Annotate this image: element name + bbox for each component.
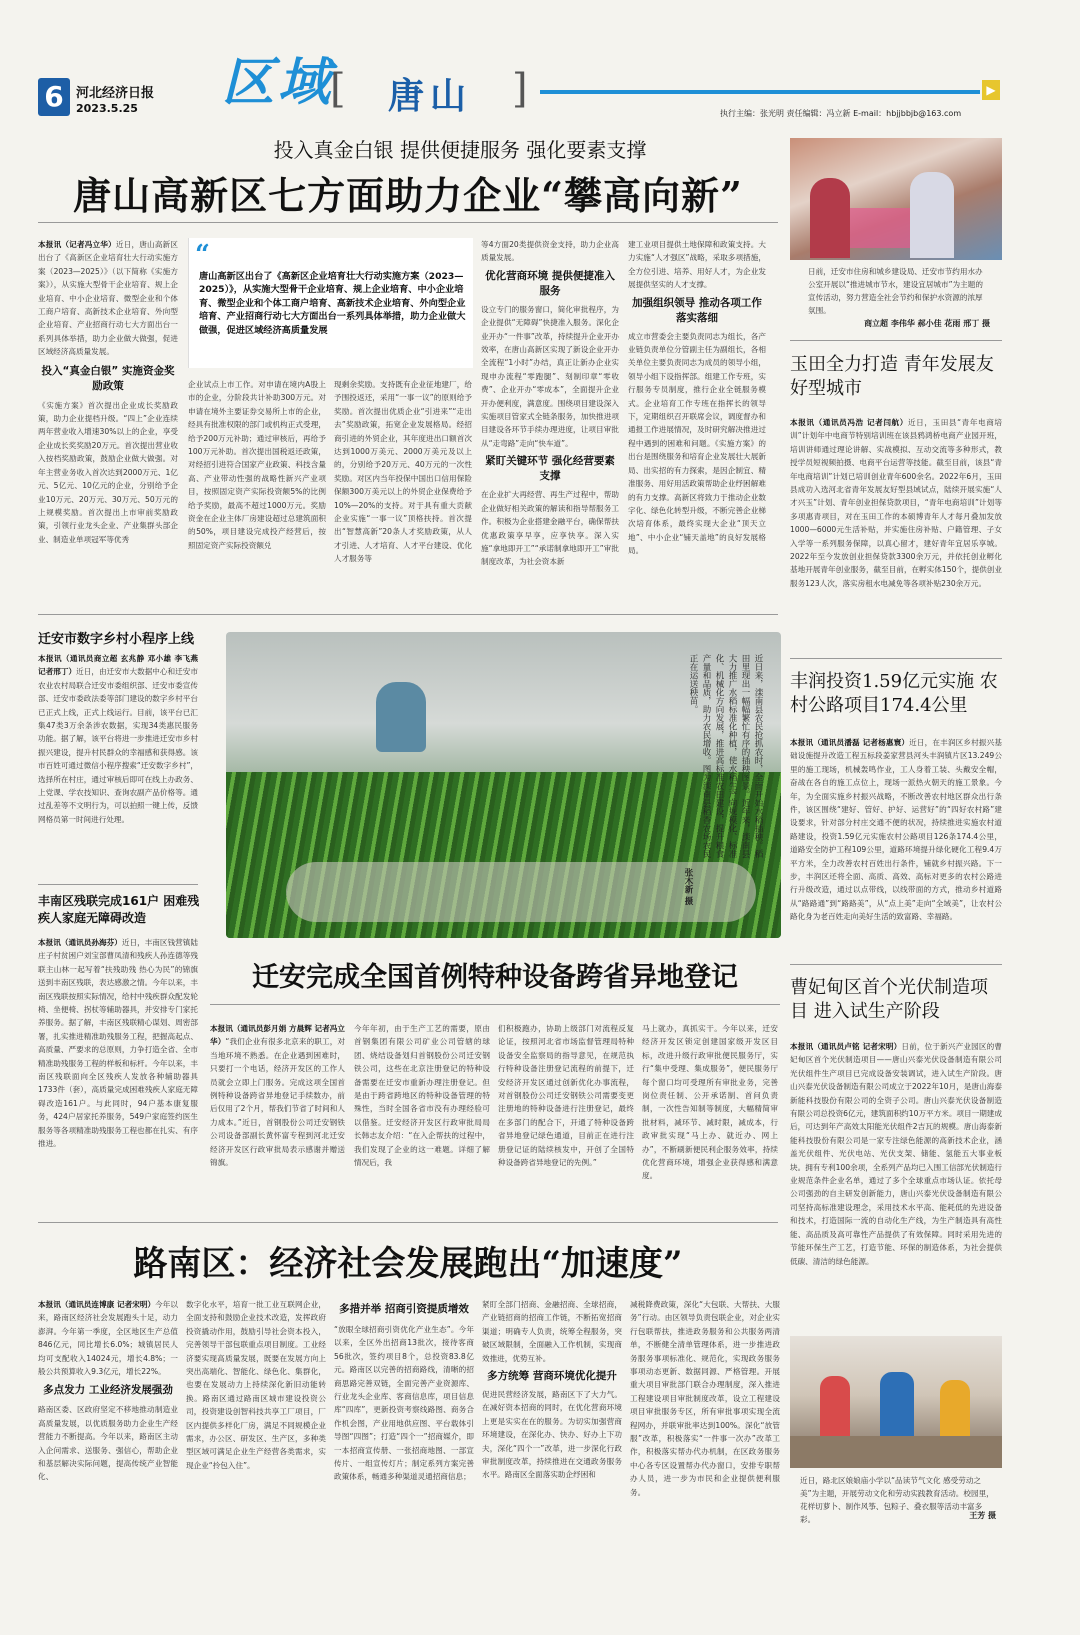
main-col-1: 本报讯（记者冯立华）近日，唐山高新区出台了《高新区企业培育壮大行动实施方案（2023—2025）》（以下简称《实施方案》），从实施大型骨干企业培育、规上企业培育、中小企业培育、微型企业和个体工商户培育、高新技术企业培育、外向型企业培育、产业招商行动七大方面出台一系列具体举措，助力企业做大做强，促进区域经济高质量发展。 投入“真金白银” 实施资金奖励政策 《实施方案》首次提出企业成长奖励政策，助力企业提档升级。“四上”企业连续两年营业收入增速30%以上的企业，享受企业成长奖奖励20万元。首次提出营业收入按档奖励政策，鼓励企业做大做强。对年主营业务收入首次达到2000万元、1亿元、5亿元、10亿元的企业，分别给予企业10万元、20万元、30万元、50万元的上规模奖励。首次提出上市审前奖励政策，引领行业龙头企业、产业集群头部企业、制造业单项冠军等优秀 <box>38 240 178 544</box>
fengnan-body: 本报讯（通讯员孙海芬）近日，丰南区钱营镇陆庄子村贫困户刘宝部曹凤清和残疾人孙连德等残联主山林一起写着“扶残助残 热心为民”的锦旗送到丰南区残联，表达感激之情。今年以来，丰南区残联按照实际情况，给村中残疾群众配发轮椅、坐便椅、拐杖等辅助器具，并安排专门家托养服务。据了解，丰南区残联精心谋划、周密部署，扎实推进精准助残服务工程，把握高起点、高质量、严要求的总原则，力争打造全省、全市精准助残服务工程的样板和标杆。今年以来，丰南区残联面向全区残疾人发放各种辅助器具1733件（套），高质量完成困难残疾人家庭无障碍改造161户。与此同时，94户基本康复服务，424户居家托养服务，549户家庭签约医生服务等各项精准助残服务工程也都在扎实、有序推进。 <box>38 938 198 1149</box>
left-divider-1 <box>38 614 778 615</box>
lunan-col-5: 减税降费政策，深化“大包联、大帮扶、大服务”行动。由区领导负责包联企业，对企业实行包联帮扶，推进政务服务和公共服务两清单，不断健全清单管理体系，进一步推进政务服务事项标准化、规范化，实现政务服务事项动态更新、数据同源、严格管理。开展重大项目审批部门联合办理制度，深入推进工程建设项目审批制度改革，设立工程建设项目审批服务专区，所有审批事项实现全流程网办，并联审批率达到100%。深化“放管服”改革，积极落实“一件事一次办”改革工作，积极落实帮办代办机制，在区政务服务中心各专区设置帮办代办窗口，安排专职帮办人员，进一步为市民和企业提供便利服务。 <box>630 1300 780 1497</box>
section-title: 区域 <box>222 52 335 113</box>
main-col-5: 建工业项目提供土地保障和政策支持。大力实施“人才强区”战略，采取多项措施，全方位引进、培养、用好人才，为企业发展提供坚实的人才支撑。 加强组织领导 推动各项工作落实落细 成立市营委会主要负责同志为组长，各产业链负责单位分管副主任为副组长，各相关单位主要负责同志为成员的领导小组，领导小组下设指挥部。组建工作专班，实行服务专员制度，推行企业全链服务模式。企业培育工作专班在指挥长的领导下，定期组织召开联席会议，调度督办和通报工作进展情况，及时研究解决推进过程中遇到的困难和问题。《实施方案》的出台是围绕服务和培育企业发展壮大展新局、出实招的有力探索，是因企制宜、精准服务、用好用活政策帮助企业纾困解难的有力支撑。高新区将致力于推动企业数字化、绿色化转型升级，不断完善企业梯次培育体系，最终实现大企业“顶天立地”、中小企业“铺天盖地”的良好发展格局。 <box>628 240 766 556</box>
lunan-col-4: 紧盯全部门招商、金融招商、全球招商，产业链招商的招商工作链，不断拓宽招商渠道；明确专人负责，统筹全程服务，突破区域限制，全面融入工作机制，实现商效推进，优势互补。 多方统筹 营商环境优化提升 促进民营经济发展，路南区下了大力气。在减好资本招商的同时，在优化营商环境上更是实实在在的服务。为切实加强营商环境建设，在深化办、快办、好办上下功夫，深化“四个一”改革，进一步深化行政审批制度改革，持续推进在交通政务服务水平。路南区全面落实助企纾困和 <box>482 1300 622 1480</box>
photo1-caption: 日前，迁安市住房和城乡建设局、迁安市节约用水办公室开展以“推进城市节水，建设宜居城市”为主题的宣传活动，努力营造全社会节约和保护水资源的浓厚氛围。 <box>808 267 983 315</box>
fengrun-headline: 丰润投资1.59亿元实施 农村公路项目174.4公里 <box>790 671 998 716</box>
fengnan-headline: 丰南区残联完成161户 困难残疾人家庭无障碍改造 <box>38 894 200 925</box>
lunan-col-3: 多措并举 招商引资提质增效 “放眼全球招商引资优化产业生态”。今年以来，全区外出招商13批次，接待客商56批次，签约项目8个，总投资83.8亿元。路南区以完善的招商路线，清晰的招商思路完善双链，全面完善产业资源库、行业龙头企业库、客商信息库，项目信息库“四库”，更新投资考察线路图、商务合作机会图，产业用地供应图、平台载体引导图“四图”；打造“四个一”招商媒介，即一本招商宣传册、一张招商地图、一部宣传片、一组宣传灯片；制定系列方案完善政策体系，畅通多种渠道灵通招商信息； <box>334 1303 474 1482</box>
bracket-right-icon: ] <box>512 66 528 112</box>
main-col-4: 等4方面20类提供资金支持，助力企业高质量发展。 优化营商环境 提供便捷准入服务 设立专门的服务窗口，简化审批程序，为企业提供“无障碍”快捷准入服务。深化企业开办“一件事”改革，持续提升企业开办效率，在唐山高新区实现了新设企业开办全流程“1小时”办结，真正让新办企业实现申办流程“零跑腿”、刻制印章“零收费”、企业开办“零成本”，全面提升企业开办便利度，满意度。围绕项目建设深入实施项目管家式全链条服务，加快推进项目建设各环节手续办理进度，让项目审批从“走弯路”走向“快车道”。 紧盯关键环节 强化经营要素支撑 在企业扩大再经营、再生产过程中，帮助企业做好相关政策的解读和指导帮服务工作。积极为企业搭建金融平台，确保帮扶优惠政策享早享，应享快享。深入实施“拿地即开工”“承诺制拿地即开工”审批制度改革，为社会资本新 <box>481 240 619 567</box>
right-divider-3 <box>790 964 1002 965</box>
main-headline: 唐山高新区七方面助力企业“攀高向新” <box>73 173 743 218</box>
tezhong-divider <box>210 1004 780 1005</box>
lunan-col-1: 本报讯（通讯员连博康 记者宋明）今年以来，路南区经济社会发展跑头十足，动力澎湃。今年第一季度，全区地区生产总值846亿元，同比增长6.0%；城镇居民人均可支配收入14024元，增长4.8%；一般公共预算收入9.3亿元，增长22%。 多点发力 工业经济发展强劲 路南区委、区政府坚定不移地推动制造业高质量发展，以优质服务助力企业生产经营能力不断提高。今年以来，路南区主动入企问需求、送服务、强信心，帮助企业和基层解决实际问题，提高传统产业智能化、 <box>38 1300 178 1482</box>
qianan-body: 本报讯（通讯员商立超 玄兆静 邓小雄 李飞燕 记者邢丁）近日，由迁安市大数据中心和迁安市农业农村局联合迁安市委组织部、迁安市委宣传部、迁安市委政法委等部门建设的数字乡村平台已正式上线，正式上线运行。目前，该平台已汇集47类3万余条涉农数据，实现34类惠民服务功能。据了解，该平台将进一步推进迁安市乡村振兴建设，提升村民群众的幸福感和获得感。该市百姓可通过微信小程序搜索“迁安数字乡村”，选择所在村庄，通过审核后即可在线上办政务、上党课、学农技知识、查询农副产品价格等。通过乱差等不文明行为，可以拍照一键上传，反馈网格员第一时间进行处理。 <box>38 654 198 824</box>
lunan-col-2: 数字化水平，培育一批工业互联网企业，全面支持和鼓励企业技术改造，发挥政府投资撬动作用，鼓励引导社会资本投入，完善领导干部包联重点项目制度。工业经济要实现高质量发展，既要在发展方向上突出高端化、智能化、绿色化、集群化，也要在发展动力上持续深化新旧动能转换。路南区通过路南区城市建设投资公司，投资建设创智科技共享工厂项目，厂区内提供多样化厂房，满足不同规模企业需求，办公区、研发区、生产区，多种类型区域可满足企业生产经营各类需求，实现企业“拎包入住”。 <box>186 1300 326 1470</box>
tezhong-col-1: 本报讯（通讯员彭月娟 方晨辉 记者冯立华）“我们企业有很多北京来的职工，对当地环境不熟悉。在企业遇到困难时，只要打一个电话，经济开发区的工作人员就会立即上门服务。完成这项全国首例特种设备跨省异地登记手续数办，前后仅用了2个月，帮我们节省了时间和人力成本。”近日，首钢股份公司迁安钢铁公司设备部副长黄怀富专程到河北迁安经济开发区行政审批局表示感谢并赠送锦旗。 <box>210 1024 345 1168</box>
header-rule <box>540 90 980 94</box>
paper-name: 河北经济日报 <box>76 86 155 101</box>
right-divider-1 <box>790 340 1002 341</box>
tezhong-col-3: 们积极跑办，协助上级部门对流程反复论证，按照河北省市场监督管理局特种设备安全监察局的指导意见，在规范执行特种设备注册登记流程的前提下，迁安经济开发区通过创新优化办事流程，对首钢股份公司迁安钢铁公司需要变更注册地的特种设备进行注册登记，最终在多部门的配合下，开通了特种设备跨省异地登记绿色通道，目前正在进行注册登记证的陆续核发中，开创了全国特种设备跨省异地登记的先例。” <box>498 1024 634 1168</box>
region-label: 唐山 <box>388 76 473 117</box>
main-col-3: 现剩余奖励。支持既有企业征地建厂，给予围投返还，采用“一事一议”的原则给予奖励。首次提出优质企业“引进来”“走出去”奖励政策，拓宽企业发展格局。经招商引进的外贸企业，其年度进出口额首次达到1000万美元、2000万美元及以上的，分别给予20万元、40万元的一次性奖励。对区内当年投保中国出口信用保险保额300万美元以上的外贸企业保费给予10%—20%的支持。对于具有重大贡献企业实施“一事一议”顶格扶持。首次提出“智慧高新”20条人才奖励政策，从人才引进、人才培育、人才平台建设、优化人才服务等 <box>334 380 472 564</box>
arrow-right-icon: ▶ <box>982 80 1000 100</box>
yutian-headline: 玉田全力打造 青年发展友好型城市 <box>790 354 994 399</box>
tezhong-col-2: 今年年初，由于生产工艺的需要，原由首钢集团有限公司矿业公司管辖的球团、烧结设备划归首钢股份公司迁安钢铁公司，这些在北京注册登记的特种设备需要在迁安市重新办理注册登记。但是由于跨省跨地区的特种设备管理的特殊性，当时全国各省市没有办理经验可以借鉴。迁安经济开发区行政审批局局长韩志友介绍：“在入企帮扶的过程中，我们发现了企业的这一难题。详细了解情况后，我 <box>354 1024 490 1168</box>
photo2-credit: 张木新 摄 <box>683 868 693 905</box>
quote-box <box>188 238 473 368</box>
lunan-divider <box>38 1222 778 1223</box>
photo1-credit: 商立超 李伟华 郝小佳 花雨 邢丁 摄 <box>864 319 990 328</box>
issue-date: 2023.5.25 <box>76 102 138 115</box>
main-col-2: 企业试点上市工作。对申请在境内A股上市的企业，分阶段共计补助300万元。对申请在境外主要证券交易所上市的企业，经具有批准权限的部门或机构正式受理，给予200万元补助；通过审核后，再给予100万元补助。首次提出国税返还政策，对经招引进符合国家产业政策、科技含量高、产业带动性强的战略性新兴产业项目，按照固定资产实际投资额5%的比例给予奖励，最高不超过1000万元。奖励资金在企业主体厂房建设超过总建筑面积的50%，项目建设完成投产经营后，按照固定资产实际投资额兑 <box>188 380 326 550</box>
page-number-badge: 6 <box>38 78 70 116</box>
tezhong-headline: 迁安完成全国首例特种设备跨省异地登记 <box>252 962 738 993</box>
photo-school-labor <box>790 1336 1002 1468</box>
photo2-caption: 近日来，滦南县农民抢抓农时，全面开始水稻插秧。稻田里现出一幅幅繁忙有序的插秧图景。近年来，滦南县大力推广水稻标准化种植，使水稻生产向规模化、标准化、机械化方向发展，推进高标准农田建设，提升粮食产量和品质，助力农民增收。图为滦南县稻香农场农民正在运送秧苗。 <box>688 654 763 858</box>
photo3-credit: 王芳 摄 <box>969 1511 996 1520</box>
fengrun-body: 本报讯（通讯员潘磊 记者杨惠寰）近日，在丰润区乡村振兴基础设施提升改造工程五标段姜家营县河头丰润镇片区13.249公里的施工现场，机械轰鸣作业，工人身着工装、头戴安全帽，奋战在各自的施工点位上，现场一派热火朝天的施工景象。今年，为全面实施乡村振兴战略，不断改善农村地区群众出行条件，该区围绕“建好、管好、护好、运营好”的“四好农村路”建设要求，针对部分村庄交通不便的状况，持续推进实施农村道路建设，投资1.59亿元实施农村公路项目126条174.4公里，道路安全防护工程109公里，道路环境提升绿化硬化工程9.4万平方米，全力改善农村百姓出行条件，铺就乡村振兴路。下一步，丰润区还将全面、高质、高效、高标对更多的农村公路进行升级改造，通过以点带线，以线带面的方式，推动乡村道路从“路路通”到“路路美”，从“点上美”走向“全域美”，让农村公路化身为老百姓走向美好生活的致富路、幸福路。 <box>790 738 1002 922</box>
yutian-body: 本报讯（通讯员冯浩 记者闫航）近日，玉田县“青年电商培训”计划年中电商节特别培训班在该县鸦鸿桥电商产业园开班，培训讲师通过理论讲解、实战模拟、互动交流等多种形式，教授学员短视频拍摄、电商平台运营等技能。截至目前，该县“青年电商培训”计划已培训创业青年600余名。2022年6月，玉田县成功入选河北省青年发展友好型县域试点，陆续开展实施“人才兴玉”计划、青年创业担保贷款项目，“青年电商培训”计划等多项惠青项目，对在玉田工作的本硕博青年人才每月叠加发放1000—6000元生活补贴，并实施住房补贴、户籍管理、子女入学等一系列服务保障，以真心留才，建好青年宜居乐享城。2022年至今发放创业担保贷款3300余万元，并依托创业孵化基地开展青年创业服务，截至目前，在孵实体150个，提供创业服务123人次，落实房租水电减免等各项补贴230余万元。 <box>790 418 1002 588</box>
caofei-body: 本报讯（通讯员卢铭 记者宋明）日前，位于新兴产业园区的曹妃甸区首个光伏制造项目——唐山兴泰光伏设备制造有限公司光伏组件生产项目已完成设备安装调试，进入试生产阶段。唐山兴泰光伏设备制造有限公司成立于2022年10月，是唐山海泰新能科技股份有限公司的全资子公司。唐山兴泰光伏设备制造有限公司总投资6亿元，建筑面积约10万平方米。项目一期建成后，可达到年产高效太阳能光伏组件2吉瓦的规模。唐山海泰新能科技股份有限公司是一家专注绿色能源的高新技术企业，涵盖光伏组件、光伏电站、光伏支架、储能、氢能五大事业板块。拥有专利100余项，全系列产品均已入围工信部光伏制造行业规范条件企业名单，通过了多个全球重点市场认证。依托母公司强劲的自主研发创新能力，唐山兴泰光伏设备制造有限公司坚持高标准建设理念，采用技术水平高、能耗低的先进设备和技术，打造国际一流的自动化生产线，为生产制造具有高性能、高品质及高可靠性产品提供了有效保障。同时采用先进的节能环保生产工艺，打造节能、环保的制造体系，为社会提供低碳、清洁的绿色能源。 <box>790 1042 1002 1266</box>
caofei-headline: 曹妃甸区首个光伏制造项目 进入试生产阶段 <box>790 977 988 1022</box>
photo3-caption: 近日，路北区娘娘庙小学以“品读节气文化 感受劳动之美”为主题，开展劳动文化和劳动实践教育活动。校园里，花样切萝卜、制作风筝、包粽子、叠衣服等活动丰富多彩。 <box>800 1476 994 1524</box>
main-divider <box>38 222 778 223</box>
editor-credits: 执行主编：张光明 责任编辑：冯立新 E-mail：hbjjbbjb@163.com <box>720 109 962 118</box>
tezhong-col-4: 马上就办，真抓实干。今年以来，迁安经济开发区锁定创建国家级开发区目标，改进升级行政审批便民服务厅，实行“集中受理、集成服务”，便民服务厅每个窗口均可受理所有审批业务，完善岗位责任制、公开承诺制、首问负责制，一次性告知制等制度，大幅精简审批材料，减环节、减时限，减成本，行政审批实现“马上办、就近办、网上办”，不断刷新便民利企服务效率，持续优化营商环境，增强企业获得感和满意度。 <box>642 1024 778 1181</box>
lunan-headline: 路南区：经济社会发展跑出“加速度” <box>133 1244 683 1284</box>
bracket-left-icon: [ <box>330 66 346 112</box>
photo-water-campaign <box>790 138 1002 260</box>
quote-mark-icon: “ <box>195 240 210 270</box>
qianan-headline: 迁安市数字乡村小程序上线 <box>38 632 195 647</box>
quote-text: 唐山高新区出台了《高新区企业培育壮大行动实施方案（2023—2025）》，从实施大型骨干企业培育、规上企业培育、中小企业培育、微型企业和个体工商户培育、高新技术企业培育、外向型企业培育、产业招商行动七大方面出台一系列具体举措，助力企业做大做强，促进区域经济高质量发展 <box>199 271 466 336</box>
right-divider-2 <box>790 658 1002 659</box>
left-divider-2 <box>38 884 198 885</box>
main-kicker: 投入真金白银 提供便捷服务 强化要素支撑 <box>273 138 647 162</box>
